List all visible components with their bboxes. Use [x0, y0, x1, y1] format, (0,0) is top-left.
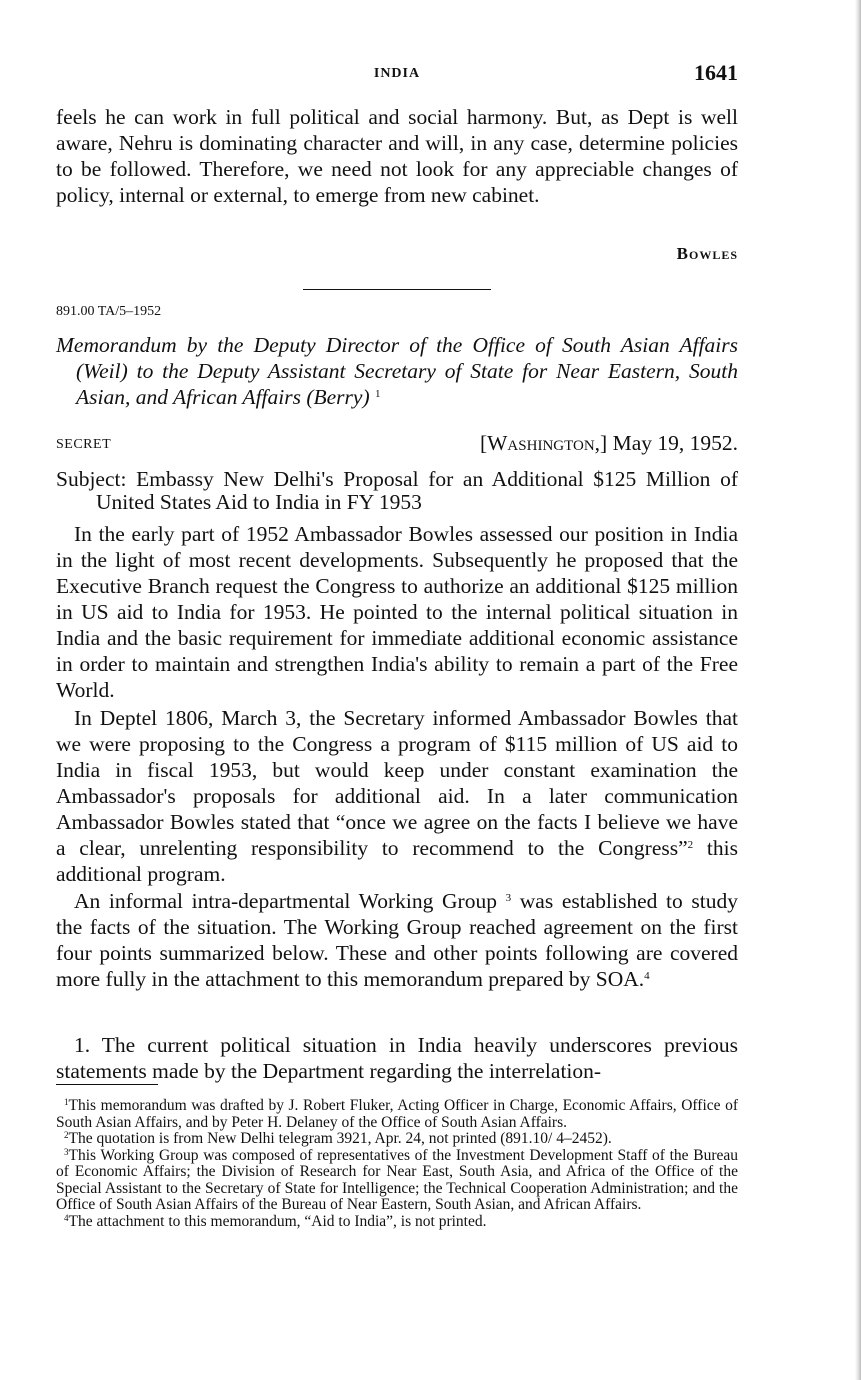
subject-line: Subject: Embassy New Delhi's Proposal for an Additional $125 Million of United States Aid to India in FY 1953 [56, 467, 738, 514]
footnote-4 [56, 1214, 738, 1231]
footnote-1 [56, 1098, 738, 1131]
page-header [56, 60, 738, 90]
footnote-3 [56, 1148, 738, 1214]
dateline [480, 431, 738, 456]
document-title-text: Memorandum by the Deputy Director of the Office of South Asian Affairs (Weil) to the Deputy Assistant Secretary of State for Near Eastern, South Asian, and African Affairs (Berry) [56, 333, 738, 409]
footnote-2-marker: 2 [64, 1130, 69, 1140]
dateline-place: [Washington,] [479, 431, 608, 455]
title-footnote-marker: 1 [375, 388, 381, 400]
continuation-paragraph: feels he can work in full political and social harmony. But, as Dept is well aware, Nehru is dominating character and will, in any case, determine policies to be followed. Therefore, we need not look for any appreciable changes of policy, internal or external, to emerge from new cabinet. [56, 105, 738, 207]
paragraph-2 [56, 705, 738, 887]
footnote-3-text: This Working Group was composed of representatives of the Investment Development Staff of the Bureau of Economic Affairs; the Division of Research for Near East, South Asia, and Africa of the Office of the Special Assistant to the Secretary of State for Intelligence; the Technical Cooperation Administration; and the Office of South Asian Affairs of the Bureau of Near Eastern, South Asian, and African Affairs. [56, 1146, 738, 1213]
footnote-marker-3: 3 [505, 892, 512, 904]
paragraph-4: 1. The current political situation in India heavily underscores previous statements made by the Department regarding the interrelation- [56, 1033, 738, 1083]
footnotes [56, 1098, 738, 1230]
scan-edge [855, 0, 861, 1380]
file-reference: 891.00 TA/5–1952 [56, 304, 162, 319]
footnote-4-text: The attachment to this memorandum, “Aid to India”, is not printed. [68, 1212, 487, 1230]
dateline-date: May 19, 1952. [612, 431, 738, 455]
paragraph-3 [56, 888, 738, 992]
paragraph-3-tail: was established to study the facts of the situation. The Working Group reached agreement on the first four points summarized below. These and other points following are covered more fully in the attachment to this memorandum prepared by SOA. [56, 889, 738, 991]
footnote-2-text: The quotation is from New Delhi telegram 3921, Apr. 24, not printed (891.10/ 4–2452). [68, 1130, 612, 1147]
section-divider [303, 289, 491, 290]
footnote-4-marker: 4 [64, 1212, 69, 1223]
footnote-divider [56, 1084, 158, 1085]
footnote-1-marker: 1 [64, 1097, 69, 1107]
page-number: 1641 [694, 60, 738, 85]
running-head: INDIA [373, 66, 421, 81]
footnote-3-marker: 3 [64, 1146, 69, 1157]
footnote-1-text: This memorandum was drafted by J. Robert Fluker, Acting Officer in Charge, Economic Affairs, Office of South Asian Affairs, and by Peter H. Delaney of the Office of South Asian Affairs. [56, 1097, 738, 1131]
footnote-2 [56, 1131, 738, 1148]
document-title [56, 332, 738, 410]
paragraph-1: In the early part of 1952 Ambassador Bowles assessed our position in India in the light of most recent developments. Subsequently he proposed that the Executive Branch request the Congress to authorize an additional $125 million in US aid to India for 1953. He pointed to the internal political situation in India and the basic requirement for immediate additional economic assistance in order to maintain and strengthen India's ability to remain a part of the Free World. [56, 522, 738, 702]
footnote-marker-2: 2 [687, 839, 694, 851]
classification-label: SECRET [56, 437, 112, 452]
footnote-marker-4: 4 [644, 970, 650, 982]
paragraph-2-tail: this additional program. [56, 836, 738, 886]
paragraph-3-text: An informal intra-departmental Working Group [74, 889, 497, 913]
signature: Bowles [676, 244, 738, 263]
paragraph-2-text: In Deptel 1806, March 3, the Secretary informed Ambassador Bowles that we were proposing to the Congress a program of $115 million of US aid to India in fiscal 1953, but would keep under constant examination the Ambassador's proposals for additional aid. In a later communication Ambassador Bowles stated that “once we agree on the facts I believe we have a clear, unrelenting responsibility to recommend to the Congress” [56, 706, 738, 860]
